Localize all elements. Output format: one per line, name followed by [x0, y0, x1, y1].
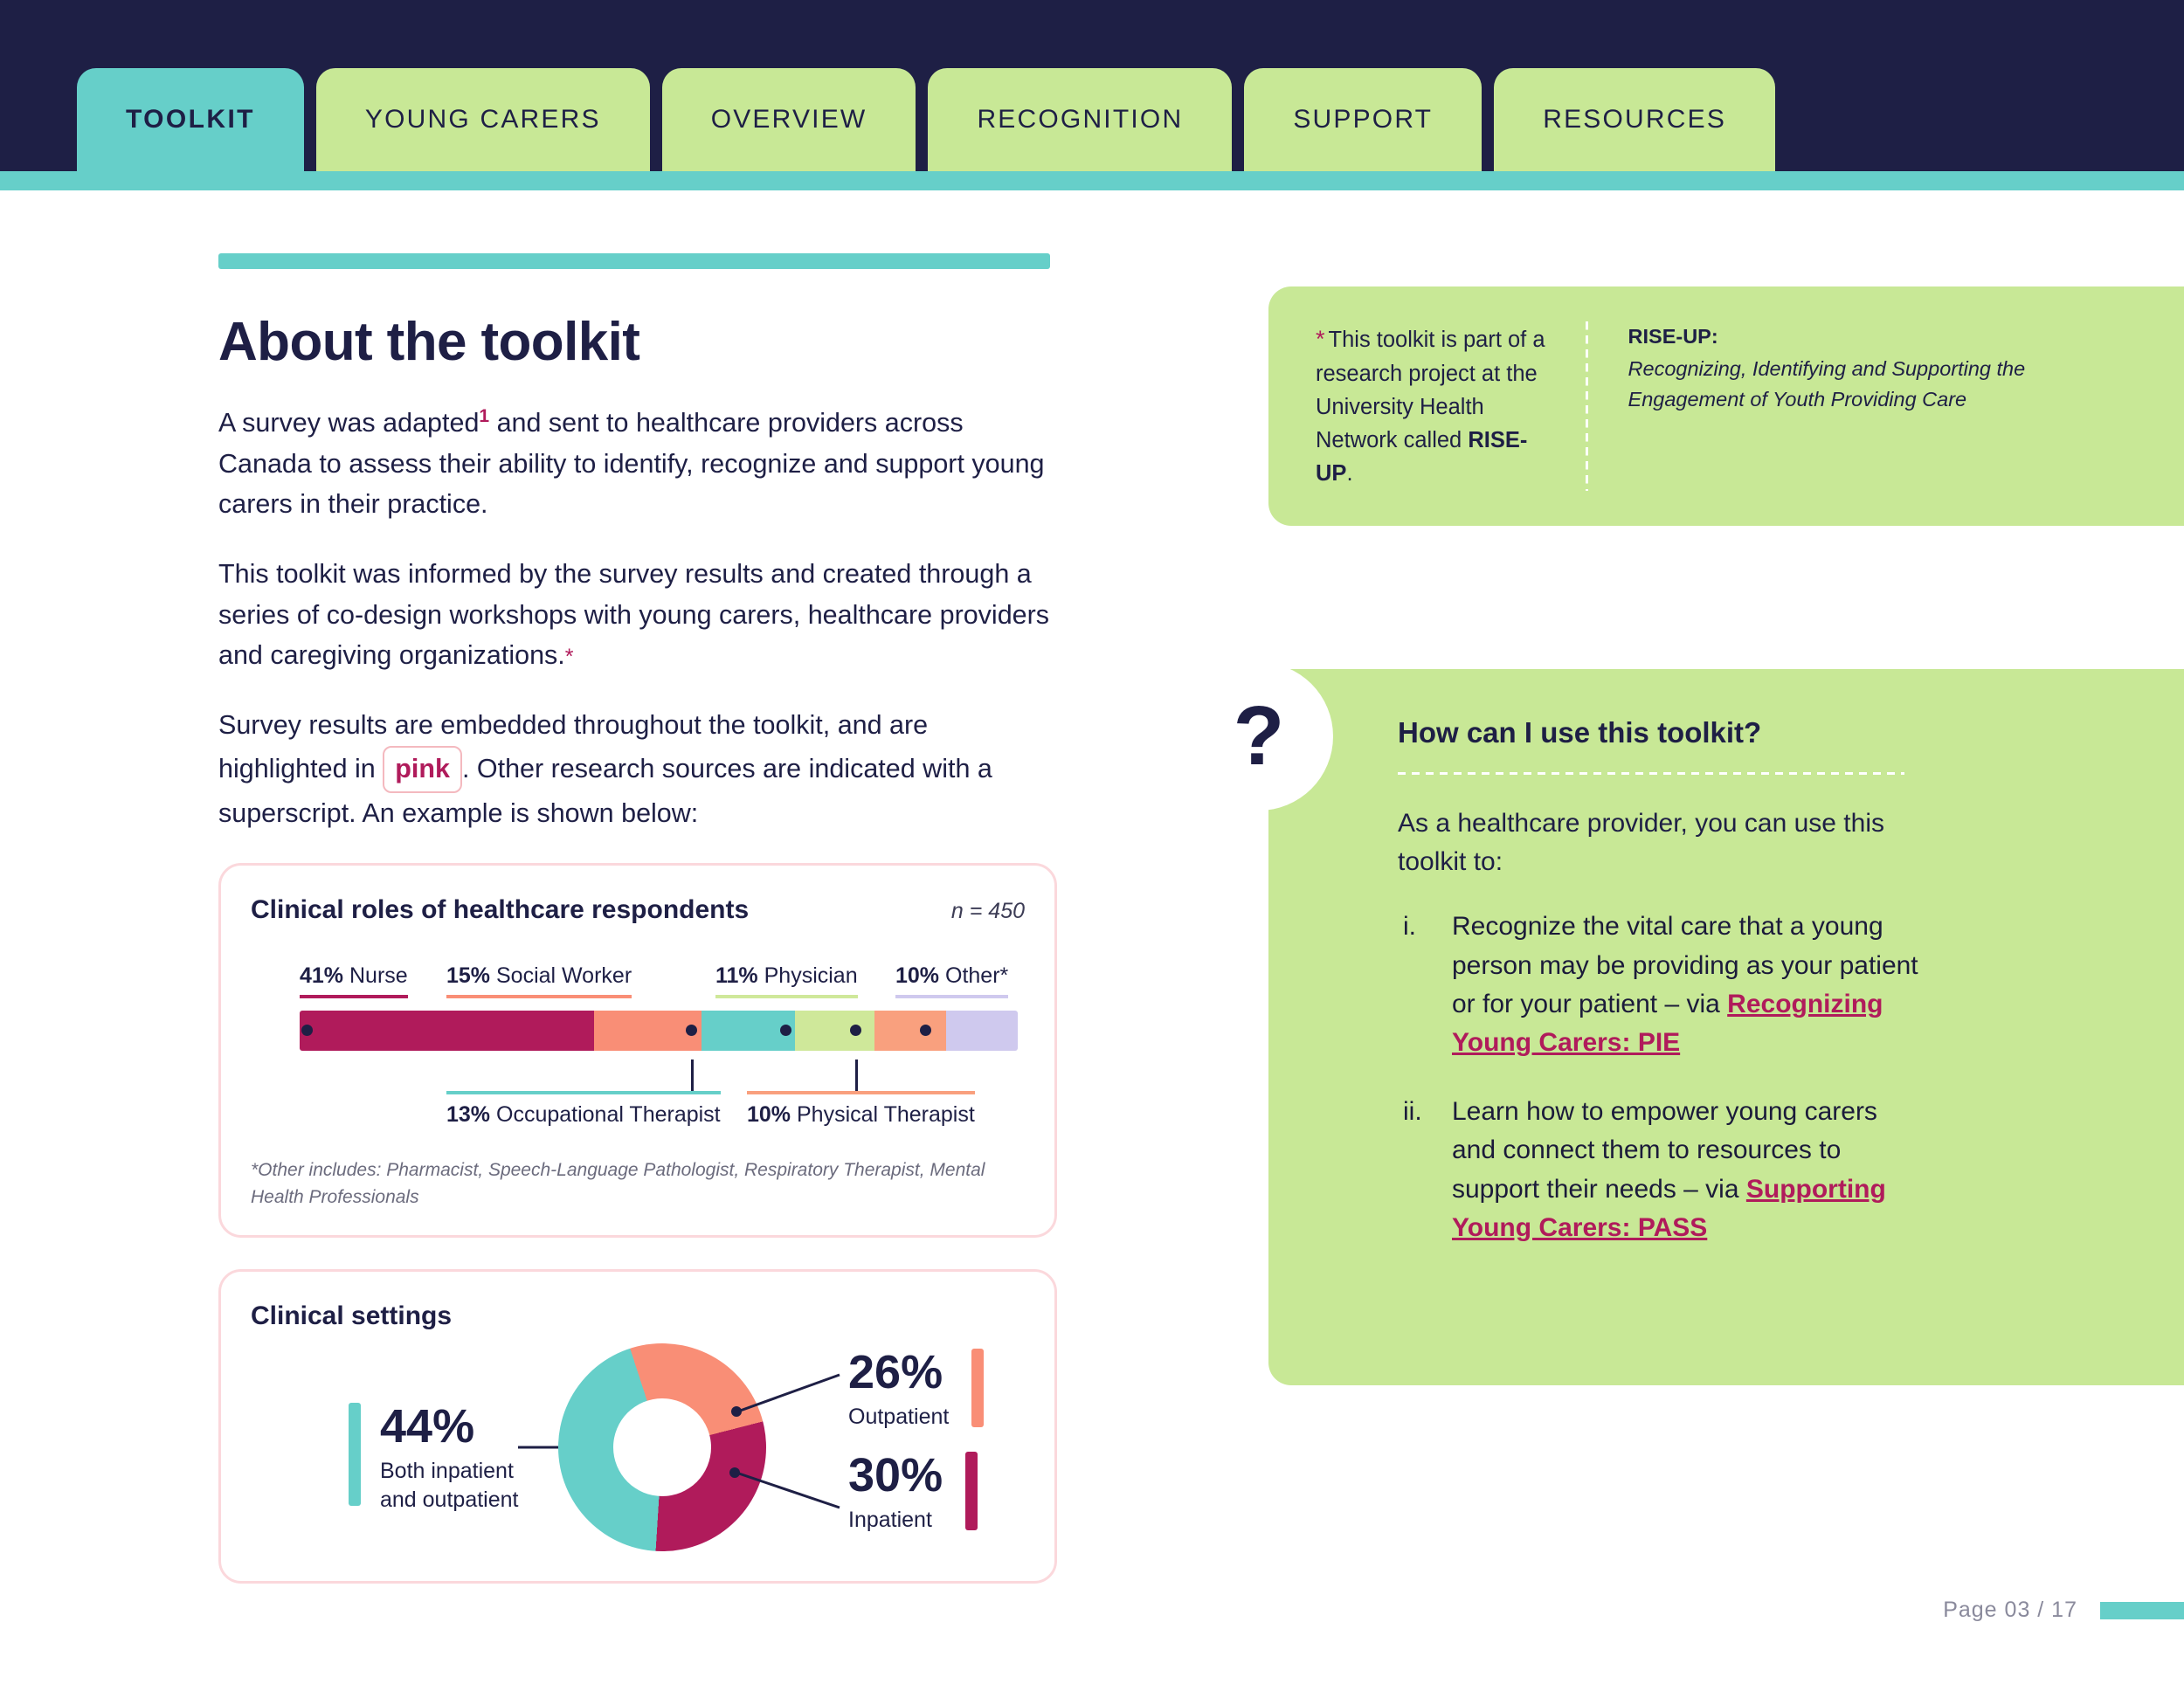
- chart-1-cat-physical-therapist: Physical Therapist: [797, 1102, 975, 1128]
- page-number-label: Page 03 / 17: [1943, 1598, 2077, 1622]
- list-item-numeral-1: i.: [1403, 912, 1416, 942]
- question-mark-icon: ?: [1185, 662, 1333, 811]
- asterisk-ref: *: [564, 644, 574, 669]
- chart-1-segment-physician: [795, 1011, 874, 1051]
- chart-1-top-labels: [251, 963, 1025, 1011]
- list-item-text-2: Learn how to empower young carers and connect them to resources to support their needs – via: [1452, 1096, 1877, 1204]
- chart-1-label-nurse: [300, 963, 408, 998]
- paragraph-2: [218, 554, 1057, 675]
- chart-2-connector-inpatient: [726, 1466, 845, 1515]
- list-item-text-1: Recognize the vital care that a young person may be providing as your patient or for your patient – via: [1452, 912, 1918, 1019]
- chart-2-swatch-outpatient: [971, 1349, 984, 1427]
- chart-1-value-other: 10%: [895, 963, 940, 989]
- chart-1-label-social-worker: [446, 963, 632, 998]
- tab-resources-label: RESOURCES: [1543, 105, 1727, 134]
- chart-1-label-physician: [715, 963, 858, 998]
- page-title: About the toolkit: [218, 312, 640, 372]
- chart-1-cat-nurse: Nurse: [349, 963, 408, 989]
- paragraph-2-pre: This toolkit was informed by the survey results and created through a series of co-design workshops with young carers, healthcare providers and caregiving organizations.: [218, 559, 1050, 670]
- chart-1-value-social-worker: 15%: [446, 963, 491, 989]
- chart-1-sample-size: n = 450: [950, 899, 1025, 924]
- tab-toolkit[interactable]: [77, 68, 304, 171]
- link-supporting-young-carers-pass[interactable]: Supporting Young Carers: PASS: [1452, 1174, 1886, 1243]
- paragraph-1-post: and sent to healthcare providers across Canada to assess their ability to identify, recognize and support young carers in their practice.: [218, 408, 1045, 519]
- how-to-use-list: [1398, 908, 1922, 1247]
- chart-card-clinical-roles: [218, 863, 1057, 1238]
- title-rule: [218, 253, 1050, 269]
- paragraph-3-post: . Other research sources are indicated with a superscript. An example is shown below:: [218, 753, 992, 829]
- chart-2-body: [251, 1338, 1025, 1556]
- chart-2-pct-outpatient: 26%: [848, 1346, 943, 1399]
- chart-1-value-occupational-therapist: 13%: [446, 1102, 491, 1128]
- link-recognizing-young-carers-pie[interactable]: Recognizing Young Carers: PIE: [1452, 990, 1883, 1058]
- page-content: [0, 190, 2184, 1698]
- chart-1-header: [251, 895, 1025, 925]
- paragraph-1: [218, 403, 1057, 524]
- chart-1-footnote: *Other includes: Pharmacist, Speech-Language Pathologist, Respiratory Therapist, Mental Health Professionals: [251, 1160, 985, 1207]
- chart-2-pct-inpatient: 30%: [848, 1449, 943, 1502]
- paragraph-3-pre: Survey results are embedded throughout the toolkit, and are highlighted in: [218, 710, 929, 783]
- footer-accent-strip: [2100, 1602, 2184, 1619]
- chart-1-cat-other: Other*: [945, 963, 1009, 989]
- chart-1-label-occupational-therapist: [446, 1091, 721, 1128]
- how-to-use-divider: [1398, 772, 1904, 775]
- how-to-use-title: How can I use this toolkit?: [1398, 715, 1762, 749]
- nav-accent-strip: [0, 171, 2184, 190]
- page-footer: [1943, 1598, 2184, 1623]
- tab-toolkit-label: TOOLKIT: [126, 105, 255, 134]
- chart-1-stacked-bar: [300, 1011, 1018, 1051]
- paragraph-3: [218, 705, 1057, 833]
- chart-1-segment-physical-therapist: [874, 1011, 946, 1051]
- footnote-ref-1: 1: [479, 406, 490, 426]
- chart-2-swatch-both: [349, 1403, 361, 1506]
- chart-1-label-physical-therapist: [747, 1091, 975, 1128]
- chart-1-value-physician: 11%: [715, 963, 758, 989]
- tab-support-label: SUPPORT: [1293, 105, 1434, 134]
- how-to-use-box: [1233, 669, 2184, 1385]
- chart-1-segment-nurse: [300, 1011, 594, 1051]
- chart-2-pct-both: 44%: [380, 1400, 475, 1453]
- left-column: [218, 253, 1057, 1584]
- top-navigation-bar: [0, 0, 2184, 171]
- chart-2-title: Clinical settings: [251, 1301, 453, 1331]
- chart-1-value-nurse: 41%: [300, 963, 344, 989]
- tab-recognition-label: RECOGNITION: [977, 105, 1184, 134]
- chart-1-cat-physician: Physician: [764, 963, 858, 989]
- callout-text: [1316, 321, 1545, 491]
- chart-card-clinical-settings: [218, 1269, 1057, 1584]
- tab-overview[interactable]: [662, 68, 916, 171]
- chart-2-connector-outpatient: [729, 1368, 843, 1417]
- chart-2-label-outpatient: [848, 1346, 984, 1432]
- chart-1-cat-occupational-therapist: Occupational Therapist: [496, 1102, 721, 1128]
- chart-2-name-both: Both inpatient and outpatient: [380, 1459, 519, 1512]
- tab-support[interactable]: [1244, 68, 1482, 171]
- chart-2-name-outpatient: Outpatient: [848, 1405, 950, 1430]
- tab-young-carers[interactable]: [316, 68, 650, 171]
- chart-1-segment-other: [946, 1011, 1018, 1051]
- chart-2-swatch-inpatient: [965, 1452, 978, 1530]
- tab-recognition[interactable]: [928, 68, 1232, 171]
- chart-1-title: Clinical roles of healthcare respondents: [251, 895, 750, 925]
- chart-1-value-physical-therapist: 10%: [747, 1102, 791, 1128]
- chart-1-cat-social-worker: Social Worker: [496, 963, 632, 989]
- callout-acronym-expansion: Recognizing, Identifying and Supporting the Engagement of Youth Providing Care: [1628, 356, 2026, 411]
- callout-acronym: [1628, 321, 2142, 491]
- list-item: [1398, 908, 1922, 1063]
- tab-overview-label: OVERVIEW: [710, 105, 867, 134]
- callout-text-a: This toolkit is part of a research project at the University Health Network called: [1316, 328, 1545, 452]
- callout-asterisk: *: [1316, 326, 1325, 352]
- tab-young-carers-label: YOUNG CARERS: [364, 105, 601, 134]
- list-item-numeral-2: ii.: [1403, 1096, 1422, 1126]
- how-to-use-intro: As a healthcare provider, you can use this toolkit to:: [1398, 808, 1884, 876]
- chart-2-name-inpatient: Inpatient: [848, 1508, 932, 1533]
- list-item: [1398, 1093, 1922, 1248]
- right-column: [1233, 286, 2184, 1385]
- callout-text-bold: RISE-UP: [1316, 428, 1528, 487]
- chart-2-label-both: [349, 1400, 546, 1514]
- chart-2-label-inpatient: [848, 1449, 978, 1535]
- callout-acronym-title: RISE-UP:: [1628, 325, 1718, 348]
- chart-1-bottom-labels: [251, 1060, 1025, 1143]
- paragraph-1-pre: A survey was adapted: [218, 408, 480, 438]
- chart-1-label-other: [895, 963, 1008, 998]
- callout-rise-up: [1268, 286, 2184, 526]
- callout-text-b: .: [1346, 461, 1353, 487]
- chart-2-donut-hole: [613, 1398, 711, 1496]
- pink-highlight-chip: pink: [383, 746, 462, 793]
- callout-divider: [1586, 321, 1587, 491]
- tab-list: [77, 68, 1775, 171]
- tab-resources[interactable]: [1494, 68, 1775, 171]
